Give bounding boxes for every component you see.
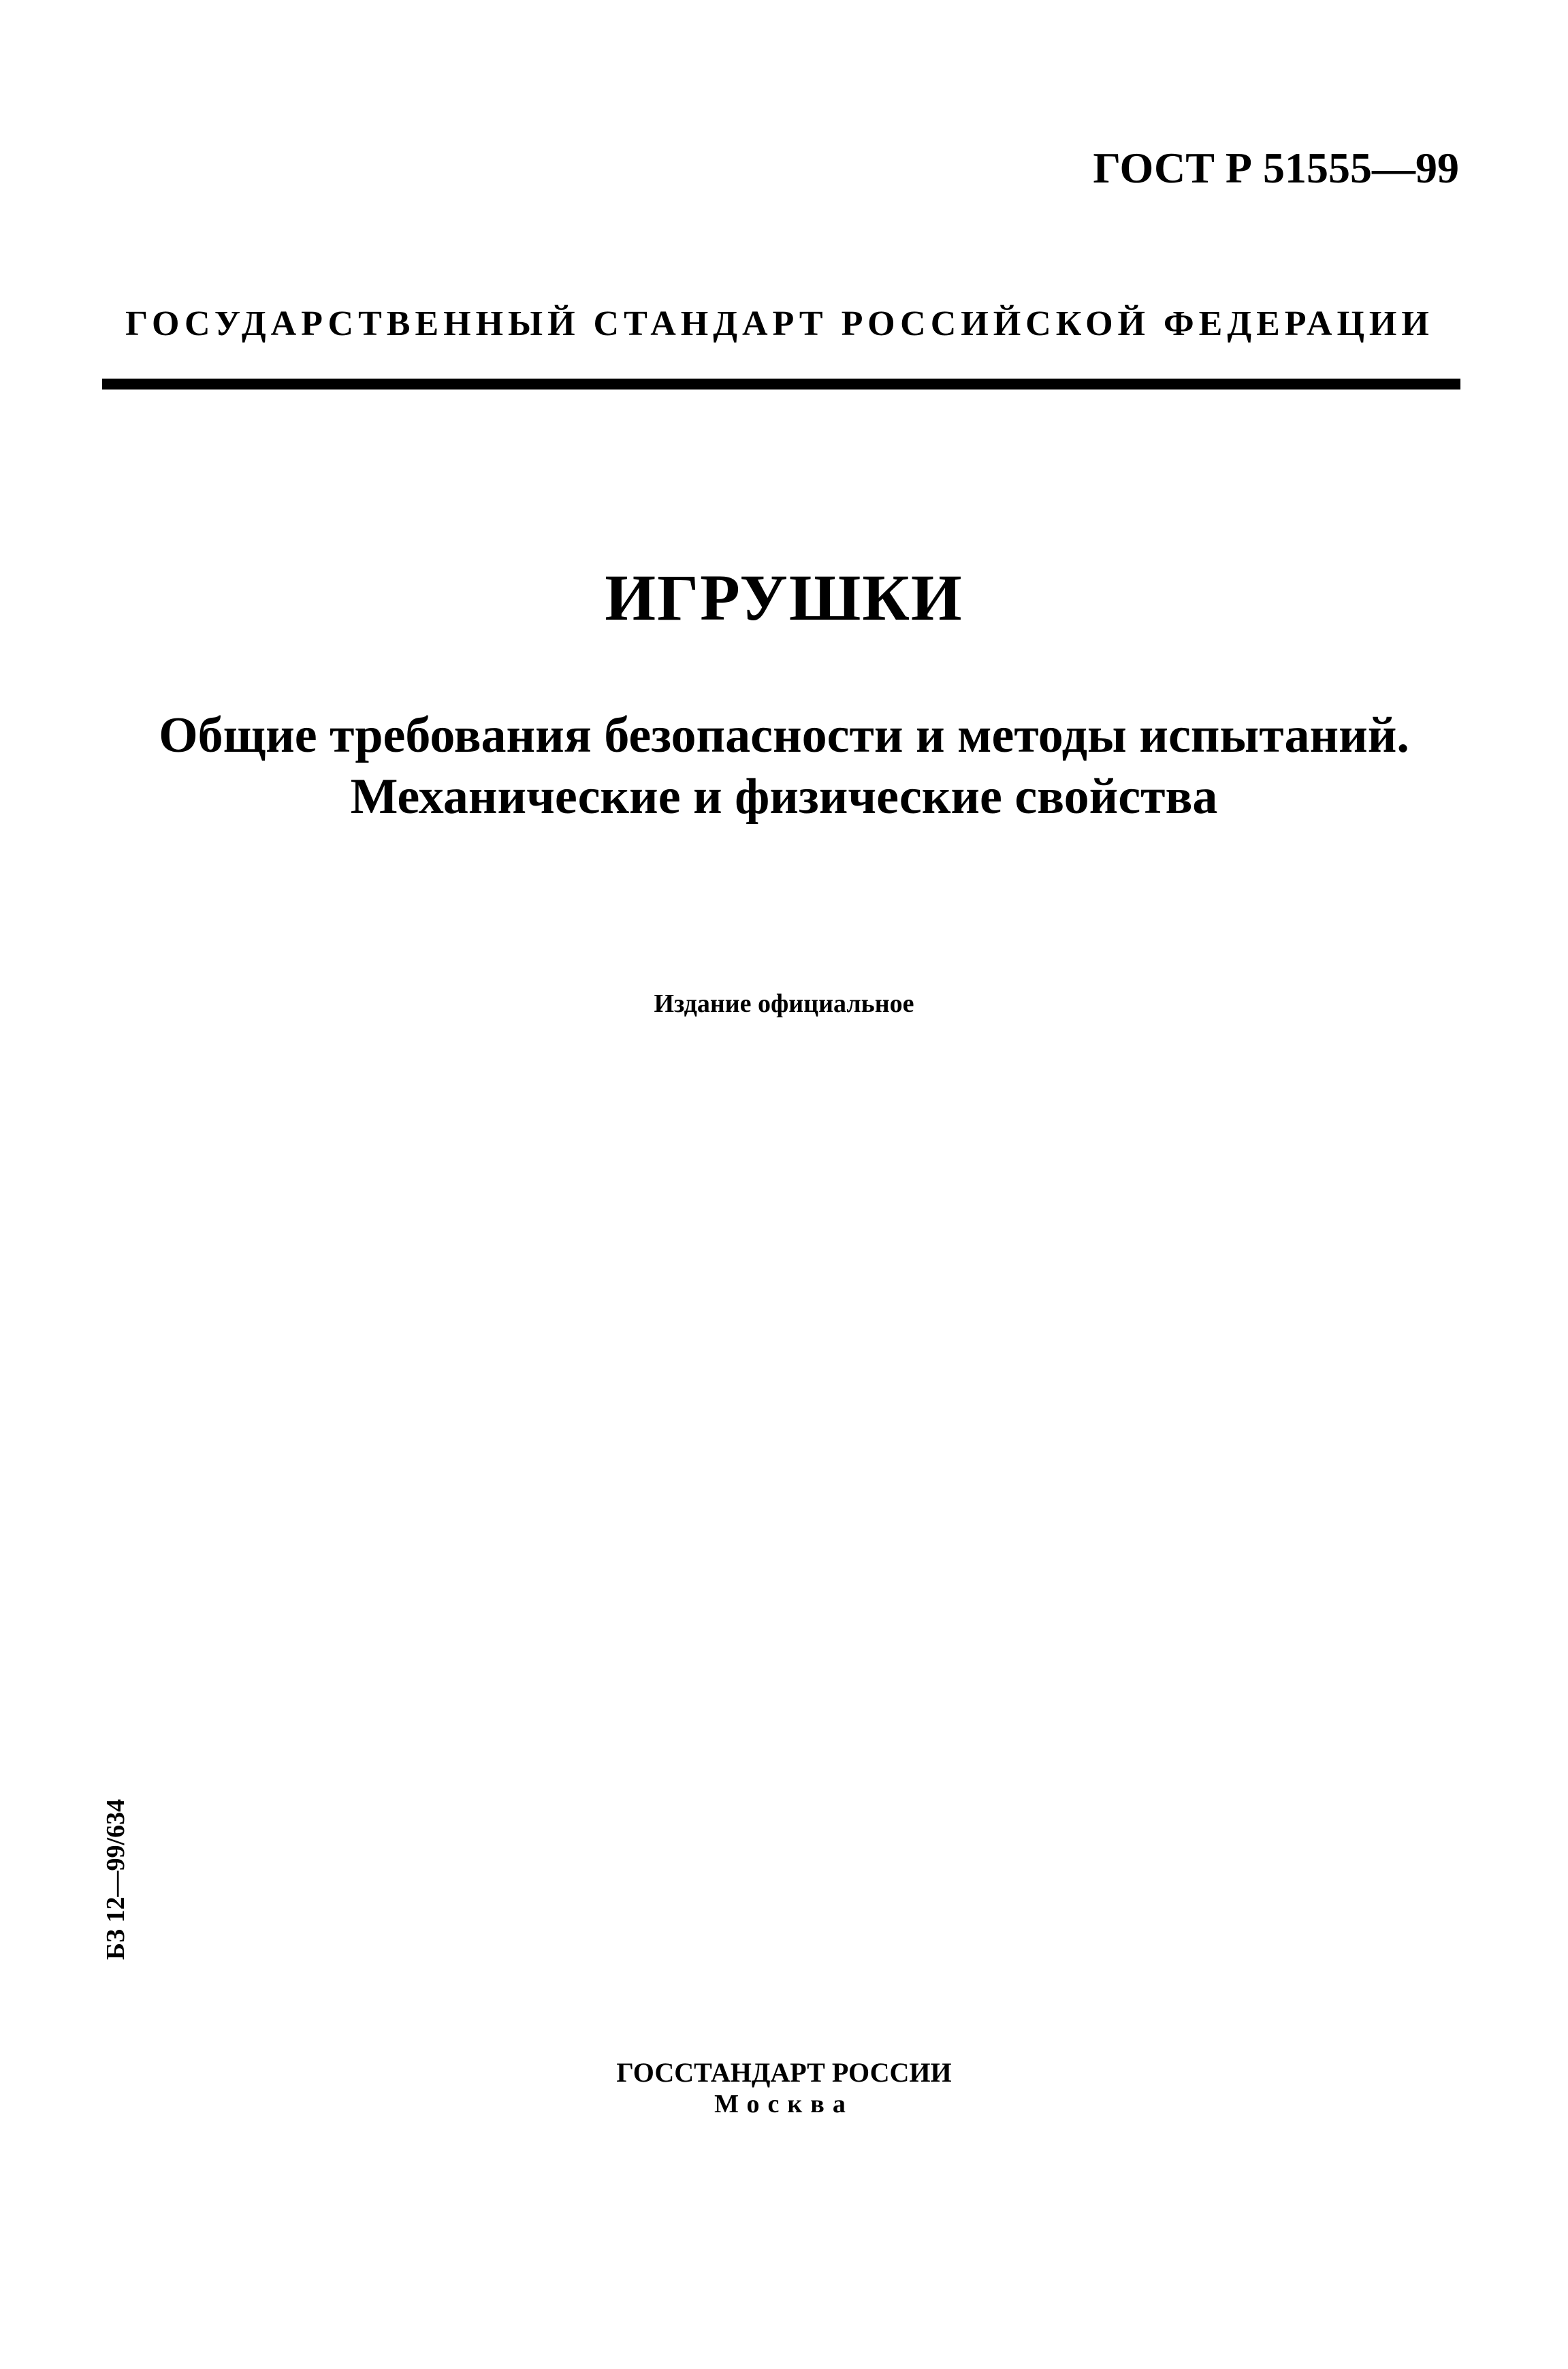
document-title: ИГРУШКИ [605, 561, 963, 634]
document-subtitle [0, 705, 1568, 828]
header-rule [102, 379, 1460, 389]
subtitle-line-2: Механические и физические свойства [350, 769, 1218, 825]
publisher-city: Москва [714, 2090, 854, 2118]
publisher-name: ГОССТАНДАРТ РОССИИ [616, 2057, 952, 2088]
edition-label: Издание официальное [654, 989, 914, 1018]
subtitle-line-1: Общие требования безопасности и методы испытаний. [159, 707, 1409, 763]
side-code: БЗ 12—99/634 [101, 1798, 130, 1960]
publisher-block [0, 2056, 1568, 2120]
standard-designation: ГОСТ Р 51555—99 [1093, 144, 1459, 192]
standard-header: ГОСУДАРСТВЕННЫЙ СТАНДАРТ РОССИЙСКОЙ ФЕДЕРАЦИИ [125, 304, 1434, 343]
